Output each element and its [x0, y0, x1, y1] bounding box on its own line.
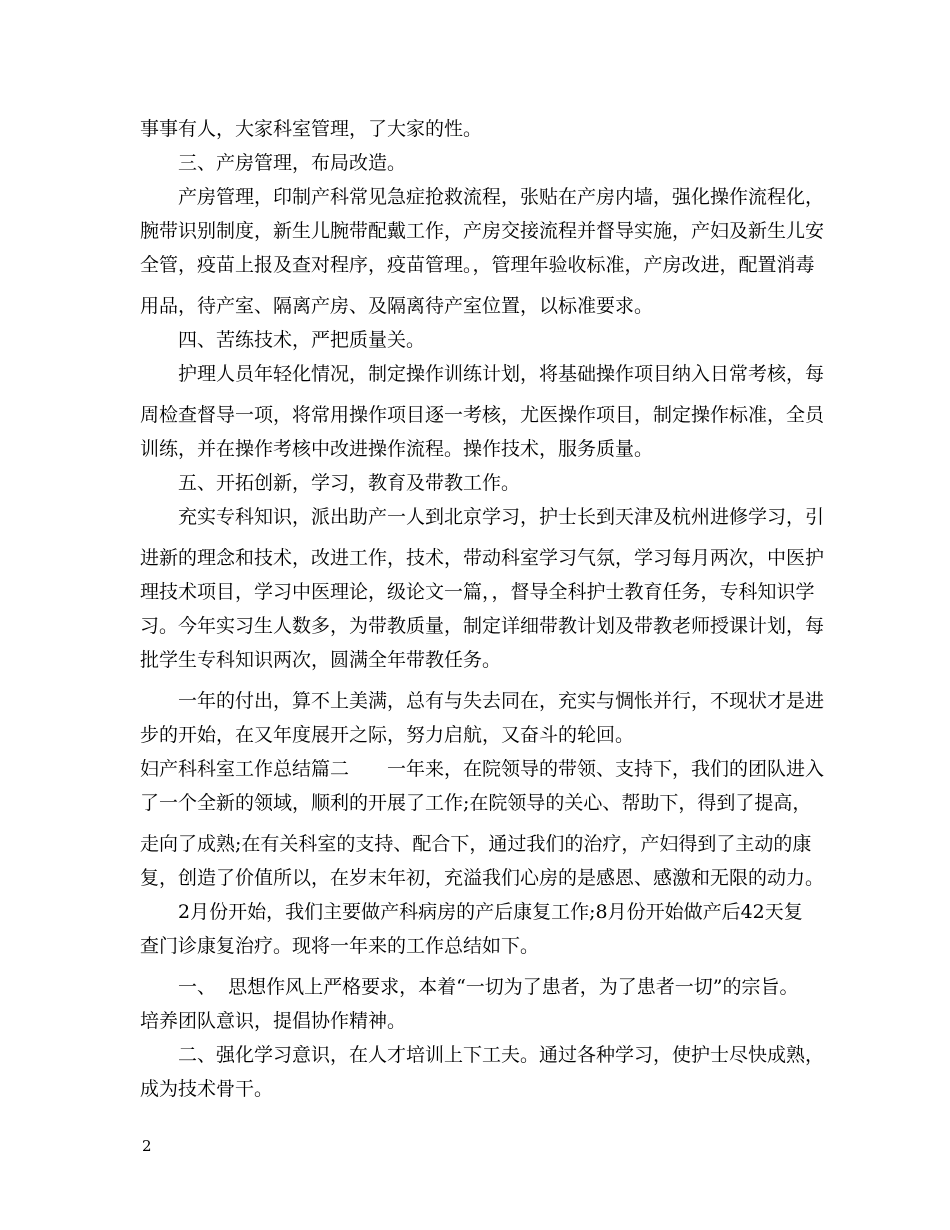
text-line: 训练，并在操作考核中改进操作流程。操作技术，服务质量。	[140, 438, 654, 460]
text-line: 走向了成熟;在有关科室的支持、配合下，通过我们的治疗，产妇得到了主动的康	[140, 833, 812, 855]
section-heading: 五、开拓创新，学习，教育及带教工作。	[178, 472, 521, 494]
text-line: 查门诊康复治疗。现将一年来的工作总结如下。	[140, 935, 540, 957]
text-line: 步的开始，在又年度展开之际，努力启航，又奋斗的轮回。	[140, 724, 635, 746]
text-line: 一年的付出，算不上美满，总有与失去同在，充实与惆怅并行，不现状才是进	[178, 690, 825, 712]
text-line: 2月份开始，我们主要做产科病房的产后康复工作;8月份开始做产后42天复	[178, 901, 803, 923]
text-line: 事事有人，大家科室管理，了大家的性。	[140, 118, 483, 140]
text-line: 理技术项目，学习中医理论，级论文一篇，，督导全科护士教育任务，专科知识学	[140, 581, 815, 603]
section-heading: 四、苦练技术，严把质量关。	[178, 329, 426, 351]
text-line: 二、强化学习意识，在人才培训上下工夫。通过各种学习，使护士尽快成熟，	[178, 1044, 825, 1066]
text-line: 周检查督导一项，将常用操作项目逐一考核，尤医操作项目，制定操作标准，全员	[140, 404, 825, 426]
page-number: 2	[142, 1137, 152, 1155]
text-line: 护理人员年轻化情况，制定操作训练计划，将基础操作项目纳入日常考核，每	[178, 363, 825, 385]
text-line: 培养团队意识，提倡协作精神。	[140, 1010, 407, 1032]
section-heading: 三、产房管理，布局改造。	[178, 152, 407, 174]
text-line: 产房管理，印制产科常见急症抢救流程，张贴在产房内墙，强化操作流程化，	[178, 186, 825, 208]
text-line: 用品，待产室、隔离产房、及隔离待产室位置，以标准要求。	[140, 295, 654, 317]
text-line: 复，创造了价值所以，在岁末年初，充溢我们心房的是感恩、感激和无限的动力。	[140, 867, 825, 889]
text-line: 一、 思想作风上严格要求，本着“一切为了患者，为了患者一切”的宗旨。	[178, 976, 799, 998]
text-line: 全管，疫苗上报及查对程序，疫苗管理。，管理年验收标准，产房改进，配置消毒	[140, 254, 815, 276]
text-line: 了一个全新的领域，顺利的开展了工作;在院领导的关心、帮助下，得到了提高，	[140, 792, 812, 814]
text-line: 批学生专科知识两次，圆满全年带教任务。	[140, 649, 502, 671]
text-line: 习。今年实习生人数多，为带教质量，制定详细带教计划及带教老师授课计划，每	[140, 615, 825, 637]
text-line: 成为技术骨干。	[140, 1078, 274, 1100]
text-line: 进新的理念和技术，改进工作，技术，带动科室学习气氛，学习每月两次，中医护	[140, 547, 825, 569]
text-line: 充实专科知识，派出助产一人到北京学习，护士长到天津及杭州进修学习，引	[178, 506, 825, 528]
text-line: 腕带识别制度，新生儿腕带配戴工作，产房交接流程并督导实施，产妇及新生儿安	[140, 220, 825, 242]
article-heading-line: 妇产科科室工作总结篇二 一年来，在院领导的带领、支持下，我们的团队进入	[140, 758, 825, 780]
